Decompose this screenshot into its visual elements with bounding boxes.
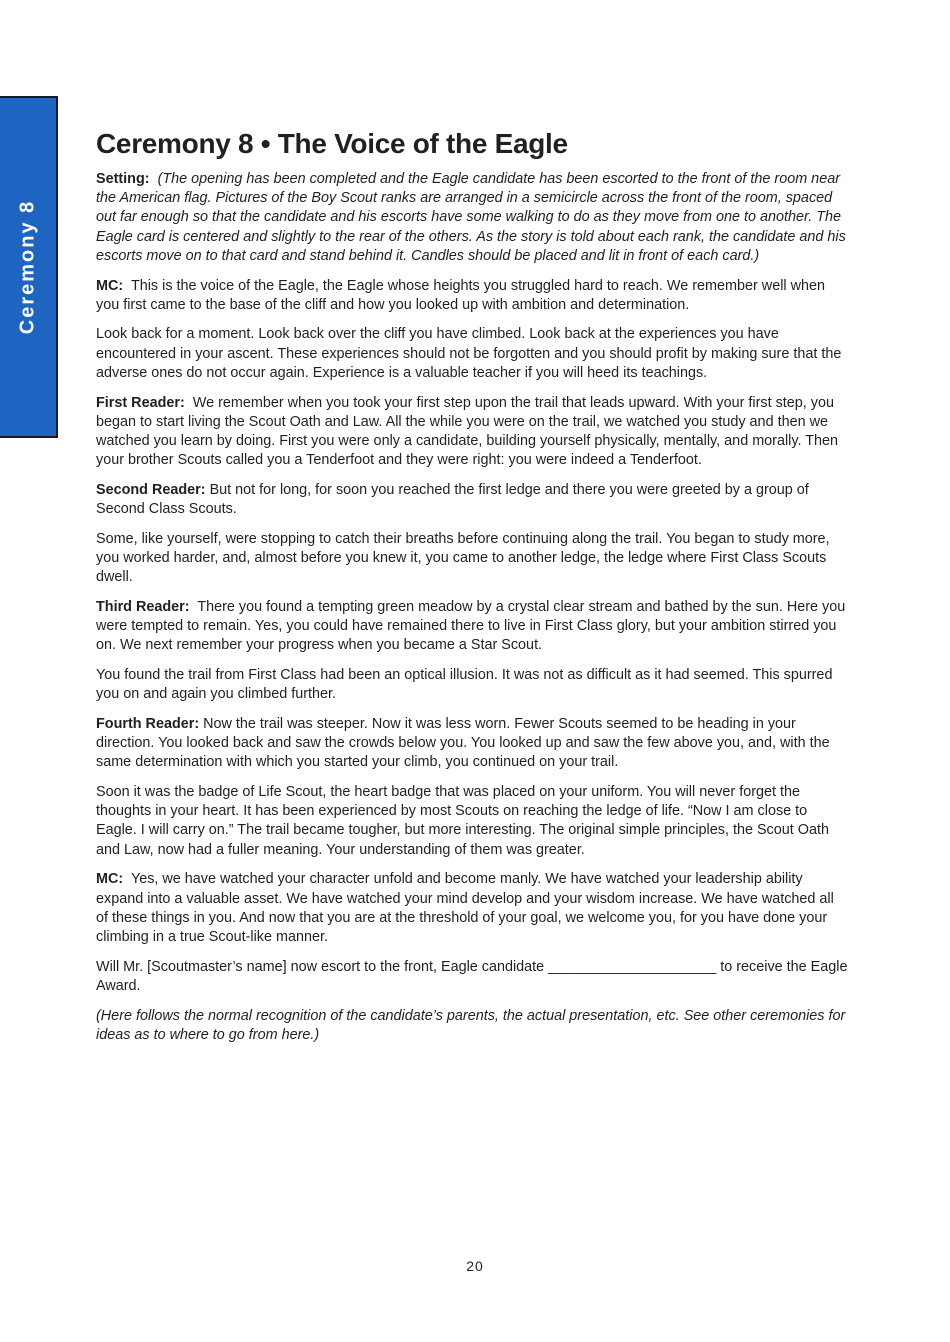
paragraph-life-scout: [96, 783, 848, 860]
page-number: 20: [466, 1258, 484, 1274]
side-tab: [0, 96, 58, 438]
paragraph-second-reader: [96, 481, 848, 519]
closing-note: (Here follows the normal recognition of the candidate’s parents, the actual presentation, etc. See other ceremonies for ideas as to where to go from here.): [96, 1007, 846, 1043]
speaker-label: Fourth Reader:: [96, 715, 200, 732]
paragraph-text: Now the trail was steeper. Now it was less worn. Fewer Scouts seemed to be heading in your direction. You looked back and saw the crowds below you. You looked up and saw the few above you, and, with the same determination with which you started your climb, you continued on your trail.: [96, 715, 830, 771]
paragraph-text: This is the voice of the Eagle, the Eagle whose heights you struggled hard to reach. We remember well when you first came to the base of the cliff and how you looked up with ambition and determination.: [96, 277, 825, 313]
paragraph-text: Yes, we have watched your character unfold and become manly. We have watched your leadership ability expand into a valuable asset. We have watched your mind develop and your wisdom increase. We have watched all of these things in you. And now that you are at the threshold of your goal, we welcome you, for you have done your climbing in a true Scout-like manner.: [96, 871, 834, 945]
paragraph-text: Soon it was the badge of Life Scout, the heart badge that was placed on your uniform. You will never forget the thoughts in your heart. It has been experienced by most Scouts on reaching the ledge of life. “Now I am close to Eagle. I will carry on.” The trail became tougher, but more interesting. The original simple principles, the Scout Oath and Law, now had a fuller meaning. Your understanding of them was greater.: [96, 783, 829, 858]
paragraph-escort: [96, 958, 848, 996]
paragraph-text: But not for long, for soon you reached the first ledge and there you were greeted by a group of Second Class Scouts.: [96, 481, 809, 518]
paragraph-text: Look back for a moment. Look back over the cliff you have climbed. Look back at the experiences you have encountered in your ascent. These experiences should not be forgotten and you should profit by making sure that the adverse ones do not occur again. Experience is a valuable teacher if you will heed its teachings.: [96, 326, 842, 381]
page-title: Ceremony 8 • The Voice of the Eagle: [96, 128, 568, 159]
setting-label: Setting:: [96, 171, 150, 187]
paragraph-text: We remember when you took your first step upon the trail that leads upward. With your first step, you began to start living the Scout Oath and Law. All the while you were on the trail, we watched you study and then we watched you learn by doing. First you were only a candidate, building yourself physically, mentally, and morally. Then your brother Scouts called you a Tenderfoot and they were right: you were indeed a Tenderfoot.: [96, 394, 839, 469]
paragraph-text: There you found a tempting green meadow by a crystal clear stream and bathed by the sun. Here you were tempted to remain. Yes, you could have remained there to live in First Class glory, but your ambition stirred you on. We next remember your progress when you became a Star Scout.: [96, 598, 846, 654]
setting-text: (The opening has been completed and the Eagle candidate has been escorted to the front of the room near the American flag. Pictures of the Boy Scout ranks are arranged in a semicircle across the front of the room, spaced out far enough so that the candidate and his escorts have some walking to do as they move from one to another. The Eagle card is centered and slightly to the rear of the others. As the story is told about each rank, the candidate and his escorts move on to that card and stand behind it. Candles should be placed and lit in front of each card.): [96, 171, 846, 264]
speaker-label: MC:: [96, 871, 124, 888]
paragraph-mc-1: [96, 277, 848, 315]
speaker-label: Second Reader:: [96, 481, 206, 498]
paragraph-some-like-yourself: [96, 530, 848, 588]
paragraph-look-back: [96, 325, 848, 383]
paragraph-text: Will Mr. [Scoutmaster’s name] now escort to the front, Eagle candidate _____________________ to receive the Eagle Award.: [96, 958, 848, 994]
side-tab-label: Ceremony 8: [16, 199, 39, 335]
paragraph-text: Some, like yourself, were stopping to catch their breaths before continuing along the trail. You began to study more, you worked harder, and, almost before you knew it, you came to another ledge, the ledge where First Class Scouts dwell.: [96, 530, 830, 586]
paragraph-fourth-reader: [96, 715, 848, 773]
paragraph-third-reader: [96, 598, 848, 656]
page-content: [96, 128, 848, 1055]
setting-paragraph: [96, 170, 848, 266]
paragraph-first-reader: [96, 394, 848, 471]
speaker-label: Third Reader:: [96, 598, 190, 615]
speaker-label: MC:: [96, 277, 124, 294]
paragraph-optical-illusion: [96, 666, 848, 704]
paragraph-mc-2: [96, 870, 848, 947]
speaker-label: First Reader:: [96, 394, 185, 411]
paragraph-text: You found the trail from First Class had been an optical illusion. It was not as difficult as it had seemed. This spurred you on and again you climbed further.: [96, 666, 833, 703]
